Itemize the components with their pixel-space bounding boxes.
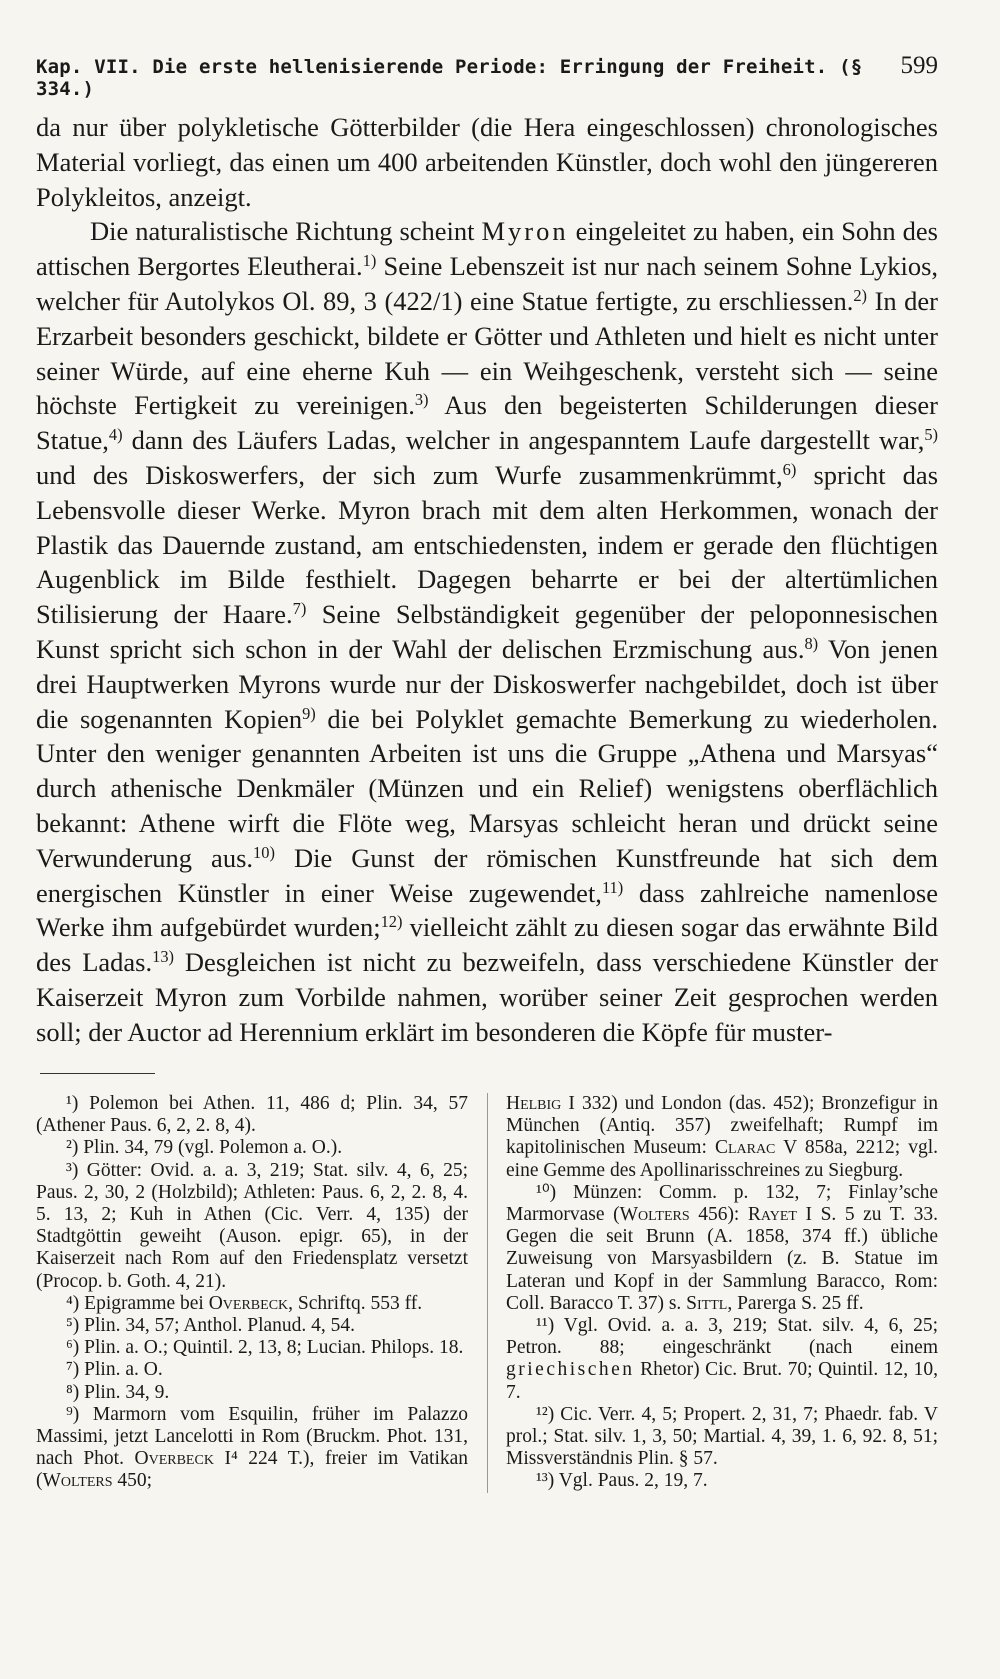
footnote-ref[interactable]: 6): [782, 459, 797, 479]
text-run: V 858a, 2212; vgl. eine Gemme des Apollinarisschreines zu Siegburg.: [506, 1137, 938, 1181]
author-name: Wolters: [619, 1204, 690, 1226]
footnote-ref[interactable]: 3): [414, 390, 429, 410]
text-run: ⁹) Marmorn vom Esquilin, früher im Palazzo Massimi, jetzt Lancelotti in Rom (Bruckm. Phot. 131, nach Phot.: [36, 1403, 468, 1470]
text-run: Die naturalistische Richtung scheint: [90, 216, 475, 247]
text-run: vielleicht zählt zu diesen sogar das erwähnte Bild des Ladas.: [36, 912, 939, 978]
text-run: dann des Läufers Ladas, welcher in angespanntem Laufe dargestellt war,: [131, 425, 925, 456]
text-run: die bei Polyklet gemachte Bemerkung zu wiederholen. Unter den weniger genannten Arbeiten ist uns die Gruppe „Athena und Marsyas“ durch athenische Denkmäler (Münzen und ein Relief) wenigstens oberflächlich bekannt: Athene wirft die Flöte weg, Marsyas schleicht heran und drückt seine Verwunderung aus.: [36, 703, 938, 873]
footnote-ref[interactable]: 8): [804, 633, 819, 653]
footnote-5: ⁵) Plin. 34, 57; Anthol. Planud. 4, 54.: [66, 1315, 356, 1337]
footnotes-right-column: [506, 1093, 938, 1493]
spaced-word: griechischen: [506, 1359, 635, 1381]
text-run: 456):: [698, 1204, 740, 1226]
running-head-title: Kap. VII. Die erste hellenisierende Periode: Erringung der Freiheit. (§ 334.): [36, 56, 863, 100]
text-run: Desgleichen ist nicht zu bezweifeln, dass verschiedene Künstler der Kaiserzeit Myron zum Vorbilde nahmen, worüber seiner Zeit gesprochen werden soll; der Auctor ad Herennium erklärt im besonderen die Köpfe für muster-: [36, 947, 939, 1047]
text-run: Seine Lebenszeit ist nur nach seinem Sohne Lykios, welcher für Autolykos Ol. 89, 3 (422/1) eine Statue fertigte, zu erschliessen.: [36, 251, 939, 316]
footnote-ref[interactable]: 7): [292, 599, 307, 619]
footnote-ref[interactable]: 13): [152, 947, 175, 967]
footnote-12: ¹²) Cic. Verr. 4, 5; Propert. 2, 31, 7; Phaedr. fab. V prol.; Stat. silv. 1, 3, 50; Martial. 4, 39, 1. 6, 92. 8, 51; Missverständnis Plin. § 57.: [506, 1403, 938, 1470]
footnote-6: ⁶) Plin. a. O.; Quintil. 2, 13, 8; Lucian. Philops. 18.: [66, 1337, 464, 1359]
text-run: Von jenen drei Hauptwerken Myrons wurde nur der Diskoswerfer nachgebildet, doch ist über die sogenannten Kopien: [36, 633, 938, 734]
column-divider: [487, 1093, 488, 1493]
footnote-ref[interactable]: 5): [924, 425, 939, 445]
page-number: 599: [900, 52, 938, 79]
author-name: Overbeck: [134, 1448, 214, 1470]
footnote-4: [36, 1293, 468, 1315]
footnote-10: [506, 1182, 938, 1315]
text-run: I S. 5 zu T. 33. Gegen die seit Brunn (A. 1858, 374 ff.) übliche Zuweisung von Marsyasbildern (z. B. Statue im Lateran und Kopf in der Sammlung Baracco, Rom: Coll. Baracco T. 37) s.: [506, 1204, 939, 1314]
text-run: In der Erzarbeit besonders geschickt, bildete er Götter und Athleten und hielt es nicht unter seiner Würde, auf eine eherne Kuh — ein Weihgeschenk, versteht sich — seine höchste Fertigkeit zu vereinigen.: [36, 285, 939, 421]
text-run: dass zahlreiche namenlose Werke ihm aufgebürdet wurden;: [36, 877, 938, 943]
footnote-8: ⁸) Plin. 34, 9.: [66, 1381, 170, 1403]
footnote-ref[interactable]: 1): [362, 251, 377, 271]
footnote-separator: [40, 1073, 155, 1074]
text-run: Aus den begeisterten Schilderungen dieser Statue,: [36, 390, 938, 456]
footnotes-left-column: [36, 1093, 468, 1493]
text-run: I⁴ 224 T.), freier im Vatikan (: [36, 1448, 469, 1492]
text-run: 450;: [117, 1470, 153, 1492]
footnotes: [36, 1093, 938, 1493]
footnote-ref[interactable]: 10): [253, 842, 275, 862]
author-name: Wolters: [42, 1470, 113, 1492]
text-run: , Parerga S. 25 ff.: [727, 1292, 864, 1314]
footnote-ref[interactable]: 2): [853, 285, 868, 305]
author-name: Clarac: [714, 1137, 776, 1159]
footnote-ref[interactable]: 12): [380, 912, 403, 932]
footnote-ref[interactable]: 9): [302, 703, 316, 723]
main-text: [36, 110, 938, 1050]
text-run: spricht das Lebensvolle dieser Werke. Myron brach mit dem alten Herkommen, wonach der Plastik das Dauernde zustand, am entschiedensten, indem er gerade den flüchtigen Augenblick im Bilde festhielt. Dagegen beharrte er bei der altertümlichen Stilisierung der Haare.: [36, 459, 939, 630]
footnote-11: [506, 1315, 938, 1404]
footnote-3: ³) Götter: Ovid. a. a. 3, 219; Stat. silv. 4, 6, 25; Paus. 2, 30, 2 (Holzbild); Athleten: Paus. 6, 2, 2. 8, 4. 5. 13, 2; Kuh in Athen (Cic. Verr. 4, 135) der Stadtgöttin geweiht (Auson. epigr. 65), in der Kaiserzeit nach Rom auf den Friedensplatz versetzt (Procop. b. Goth. 4, 21).: [36, 1159, 468, 1292]
footnote-13: ¹³) Vgl. Paus. 2, 19, 7.: [536, 1470, 708, 1492]
footnote-7: ⁷) Plin. a. O.: [66, 1359, 163, 1381]
footnote-ref[interactable]: 11): [601, 877, 624, 897]
author-name: Sittl: [686, 1292, 728, 1314]
footnote-9: [36, 1404, 468, 1493]
text-run: , Schriftq. 553 ff.: [288, 1292, 423, 1314]
text-run: ⁴) Epigramme bei: [66, 1292, 204, 1314]
author-name: Rayet: [747, 1204, 797, 1226]
text-run: eingeleitet zu haben, ein Sohn des attischen Bergortes Eleutherai.: [36, 216, 938, 282]
footnote-9-continued: [506, 1093, 938, 1182]
author-name: Helbig: [506, 1093, 562, 1114]
text-run: Die Gunst der römischen Kunstfreunde hat sich dem energischen Künstler in einer Weise zugewendet,: [36, 842, 938, 908]
footnote-1: ¹) Polemon bei Athen. 11, 486 d; Plin. 34, 57 (Athener Paus. 6, 2, 2. 8, 4).: [36, 1093, 468, 1137]
paragraph-2: [36, 214, 938, 1049]
text-run: Rhetor) Cic. Brut. 70; Quintil. 12, 10, 7.: [506, 1359, 939, 1403]
text-run: I 332) und London (das. 452); Bronzefigur in München (Antiq. 357) zweifelhaft; Rumpf im kapitolinischen Museum:: [506, 1093, 939, 1159]
footnote-2: ²) Plin. 34, 79 (vgl. Polemon a. O.).: [66, 1137, 343, 1159]
text-run: ¹¹) Vgl. Ovid. a. a. 3, 219; Stat. silv. 4, 6, 25; Petron. 88; eingeschränkt (nach einem: [506, 1315, 938, 1359]
name-myron: Myron: [481, 216, 569, 247]
paragraph-1: da nur über polykletische Götterbilder (die Hera eingeschlossen) chronologisches Material vorliegt, das einen um 400 arbeitenden Künstler, doch wohl den jüngereren Polykleitos, anzeigt.: [36, 112, 938, 212]
text-run: Seine Selbständigkeit gegenüber der peloponnesischen Kunst spricht sich schon in der Wahl der delischen Erzmischung aus.: [36, 599, 938, 664]
running-header: [36, 52, 938, 100]
author-name: Overbeck: [208, 1292, 289, 1314]
text-run: und des Diskoswerfers, der sich zum Wurfe zusammenkrümmt,: [36, 459, 783, 490]
footnote-ref[interactable]: 4): [108, 425, 123, 445]
text-run: ¹⁰) Münzen: Comm. p. 132, 7; Finlay’sche Marmorvase (: [506, 1181, 938, 1226]
